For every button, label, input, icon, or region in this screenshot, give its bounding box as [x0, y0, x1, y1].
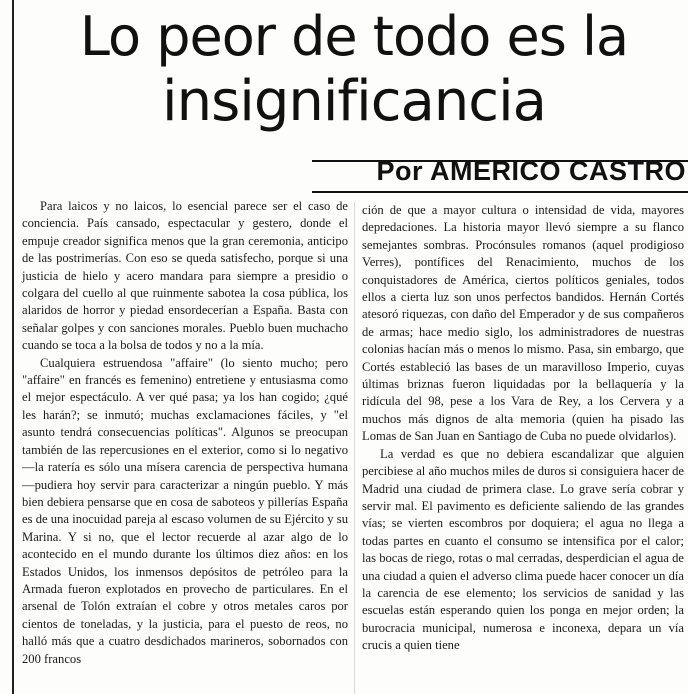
article-column-left — [22, 198, 348, 668]
article-column-right — [362, 202, 684, 655]
byline: Por AMERICO CASTRO — [376, 156, 686, 186]
column-divider — [354, 202, 355, 694]
paragraph: La verdad es que no debiera escandalizar que alguien percibiese al año muchos miles de duros si consiguiera hacer de Madrid una ciudad de primera clase. Lo grave sería cobrar y servir mal. El pavimento es deficiente saliendo de las grandes vías; se vierten escombros por doquiera; el agua no llega a todas partes en cuanto el consumo se intensifica por el calor; las bocas de riego, rotas o mal cerradas, desperdician el agua de una ciudad a quien el adverso clima puede hacer conocer un día la carencia de ese elemento; los servicios de sanidad y las escuelas están esperando quien los ponga en mejor orden; la burocracia municipal, numerosa e inconexa, depara un vía crucis a quien tiene — [362, 446, 684, 653]
headline-line-1: Lo peor de todo es la — [79, 5, 629, 68]
paragraph: ción de que a mayor cultura o intensidad de vida, mayores depredaciones. La historia mayor llevó siempre a su flanco semejantes sombras. Procónsules romanos (aquel prodigioso Verres), pontífices del Renacimiento, muchos de los conquistadores de América, ciertos políticos geniales, todos ellos a cierta luz son unos perfectos bandidos. Hernán Cortés atesoró riquezas, con daño del Emperador y de sus compañeros de armas; hace medio siglo, los administradores de nuestras colonias hacían más o menos lo mismo. Pasa, sin embargo, que Cortés estableció las bases de un maravilloso Imperio, cuyas últimas briznas fueron liquidadas por la bellaquería y la ridícula del 98, pese a los Vara de Rey, a los Cervera y a muchos más dignos de alta memoria (quien ha pisado las Lomas de San Juan en Santiago de Cuba no puede olvidarlos). — [362, 203, 684, 444]
headline-line-2: insignificancia — [162, 69, 546, 134]
page-left-border — [12, 0, 14, 694]
paragraph: Para laicos y no laicos, lo esencial parece ser el caso de conciencia. País cansado, espectacular y gestero, donde el empuje creador significa menos que la gran ceremonia, anticipo de las postrimerías. Con eso se queda satisfecho, porque si una justicia de hielo y acero mandara para siempre a presidio o colgara del cuello al que ruinmente sabotea la cosa pública, los alaridos de horror y piedad ensordecerían a España. Basta con señalar golpes y con sanciones morales. Pueblo buen muchacho cuando se toca a la bolsa de todos y no a la mía. — [22, 199, 348, 353]
byline-bottom-rule — [312, 191, 688, 193]
paragraph: Cualquiera estruendosa "affaire" (lo siento mucho; pero "affaire" en francés es femenino) entretiene y entusiasma como el mejor espectáculo. A ver qué pasa; ya los han cogido; ¿qué les harán?; se inmutó; muchas exclamaciones fáciles, y "el asunto tendrá consecuencias políticas". Algunos se preocupan también de las repercusiones en el exterior, como si lo negativo—la ratería es sólo una mísera carencia de perspectiva humana—pudiera hoy servir para caracterizar a ningún pueblo. Y más bien debiera pensarse que en cosa de saboteos y pillerías España es de una inocuidad pareja al escaso volumen de su Ejército y su Marina. Y si no, que el lector recuerde al azar algo de lo acontecido en el mundo durante los últimos diez años: en los Estados Unidos, los inmensos depósitos de petróleo para la Armada fueron explotados en provecho de particulares. En el arsenal de Tolón extraían el cobre y otros metales caros por cientos de toneladas, y la justicia, para el puesto de reos, no halló más que a cuatro desdichados marineros, sobornados con 200 francos — [22, 355, 348, 666]
